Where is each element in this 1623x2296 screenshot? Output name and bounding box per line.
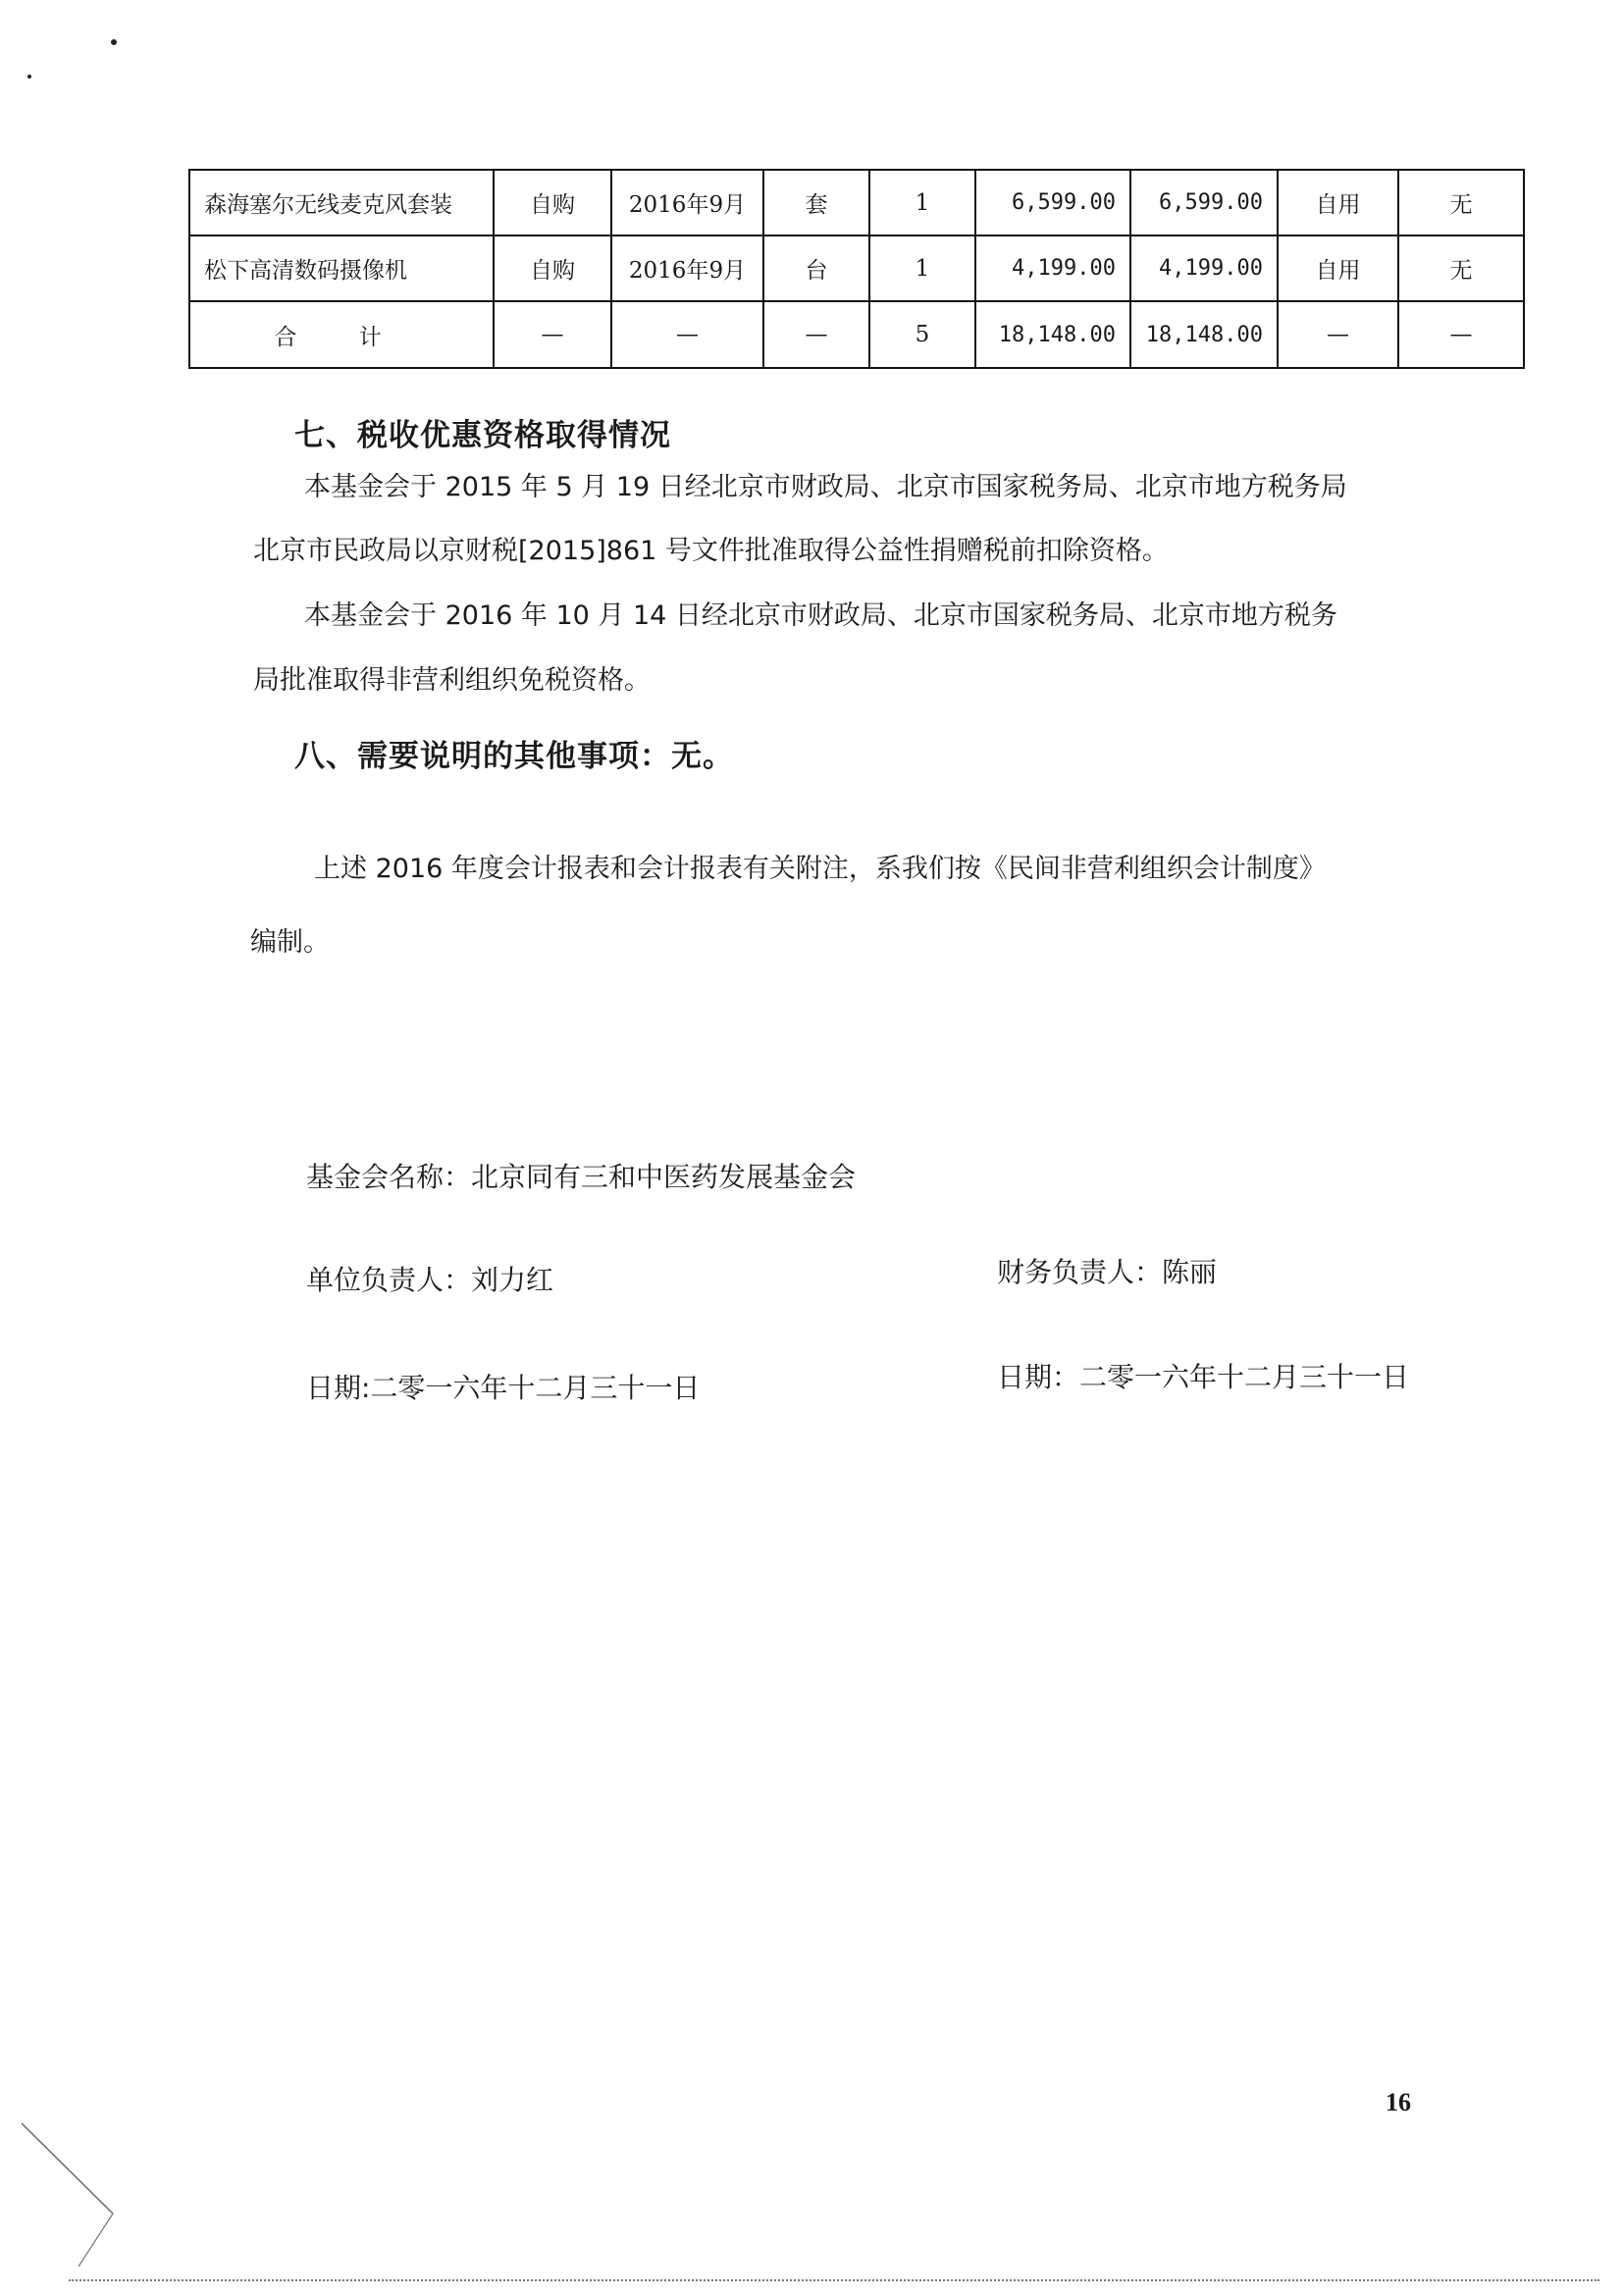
table-row [189,235,1524,301]
page-number: 16 [1386,2088,1411,2116]
total-qty: 5 [869,301,975,368]
section-7-paragraph-1-line-1: 本基金会于 2015 年 5 月 19 日经北京市财政局、北京市国家税务局、北京市地方税务局 [304,472,1347,502]
date-right: 日期：二零一六年十二月三十一日 [997,1361,1410,1393]
item-name: 森海塞尔无线麦克风套装 [189,170,494,235]
total-unit: — [763,301,869,368]
item-name: 松下高清数码摄像机 [189,235,494,301]
total-amount: 18,148.00 [1130,301,1278,368]
total-use: — [1278,301,1398,368]
scan-speck [111,39,117,45]
scan-speck [27,75,31,78]
scan-line [22,2123,113,2214]
item-date: 2016年9月 [611,170,763,235]
total-date: — [611,301,763,368]
unit-head: 单位负责人：刘力红 [306,1264,554,1296]
item-note: 无 [1398,235,1524,301]
scan-line [79,2214,113,2267]
scan-corner-mark [20,2119,128,2286]
item-use: 自用 [1278,170,1398,235]
section-7-paragraph-2-line-2: 局批准取得非营利组织免税资格。 [253,665,651,696]
item-unit: 套 [763,170,869,235]
scan-bottom-edge [69,2279,1599,2281]
item-qty: 1 [869,235,975,301]
item-price: 6,599.00 [975,170,1130,235]
table-row [189,170,1524,235]
total-note: — [1398,301,1524,368]
item-source: 自购 [494,235,611,301]
foundation-name: 基金会名称：北京同有三和中医药发展基金会 [306,1161,857,1193]
section-7-heading: 七、税收优惠资格取得情况 [294,418,671,453]
section-8-heading: 八、需要说明的其他事项：无。 [294,739,734,774]
item-price: 4,199.00 [975,235,1130,301]
finance-head: 财务负责人：陈丽 [997,1256,1218,1288]
total-row [189,301,1524,368]
total-source: — [494,301,611,368]
item-unit: 台 [763,235,869,301]
item-qty: 1 [869,170,975,235]
item-source: 自购 [494,170,611,235]
item-amount: 6,599.00 [1130,170,1278,235]
section-7-paragraph-2-line-1: 本基金会于 2016 年 10 月 14 日经北京市财政局、北京市国家税务局、北京市地方税务 [304,600,1337,631]
item-use: 自用 [1278,235,1398,301]
statement-line-2: 编制。 [250,927,330,958]
item-amount: 4,199.00 [1130,235,1278,301]
total-price: 18,148.00 [975,301,1130,368]
date-left: 日期:二零一六年十二月三十一日 [306,1372,701,1404]
asset-table [188,169,1525,369]
section-7-paragraph-1-line-2: 北京市民政局以京财税[2015]861 号文件批准取得公益性捐赠税前扣除资格。 [253,536,1169,566]
statement-line-1: 上述 2016 年度会计报表和会计报表有关附注，系我们按《民间非营利组织会计制度》 [314,854,1326,884]
item-note: 无 [1398,170,1524,235]
item-date: 2016年9月 [611,235,763,301]
total-label: 合 计 [189,301,494,368]
